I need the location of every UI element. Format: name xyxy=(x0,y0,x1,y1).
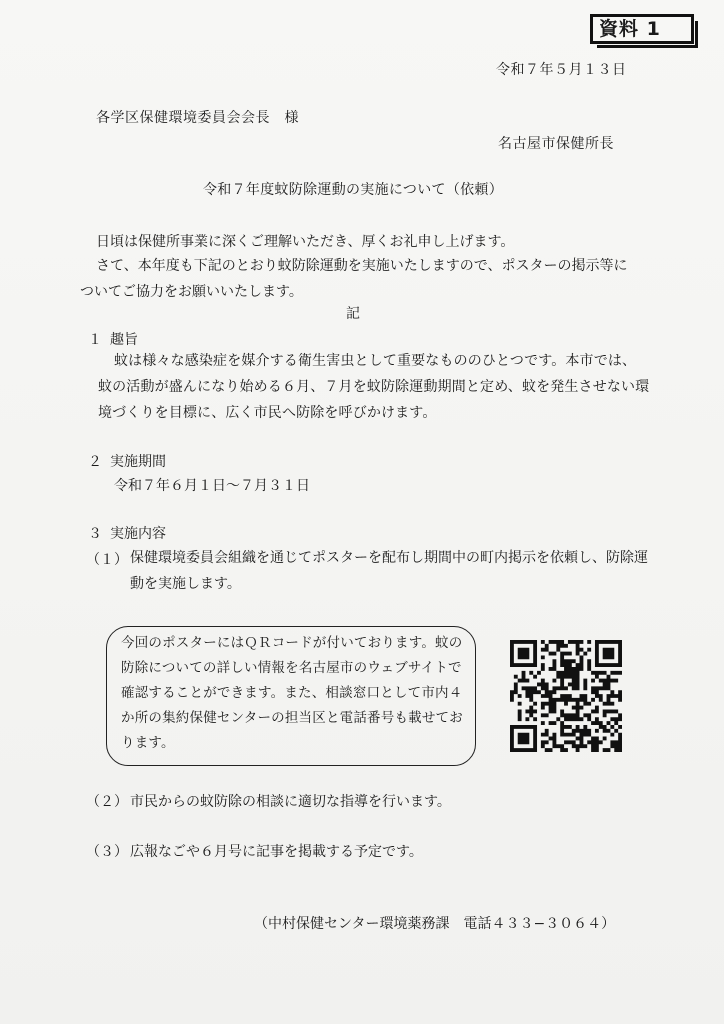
item-2-text: 市民からの蚊防除の相談に適切な指導を行います。 xyxy=(130,794,451,810)
section-1-body: 蚊は様々な感染症を媒介する衛生害虫として重要なもののひとつです。本市では、蚊の活動が盛んになり始める６月、７月を蚊防除運動期間と定め、蚊を発生させない環境づくりを目標に、広く市民へ防除を呼びかけます。 xyxy=(98,353,650,421)
item-1-text: 保健環境委員会組織を通じてポスターを配布し期間中の町内掲示を依頼し、防除運動を実施します。 xyxy=(130,550,648,592)
document-label-tag: 資料 1 xyxy=(590,14,694,44)
item-3-text: 広報なごや６月号に記事を掲載する予定です。 xyxy=(130,844,423,860)
document-date: 令和７年５月１３日 xyxy=(496,62,627,78)
ki-heading: 記 xyxy=(346,306,360,322)
addressee: 各学区保健環境委員会会長 様 xyxy=(96,110,299,126)
item-2-number: （２） xyxy=(86,794,128,810)
section-2-number: ２ xyxy=(88,454,102,470)
section-2-heading: 実施期間 xyxy=(110,454,166,470)
section-3-heading: 実施内容 xyxy=(110,526,166,542)
request-text: さて、本年度も下記のとおり蚊防除運動を実施いたしますので、ポスターの掲示等についてご協力をお願いいたします。 xyxy=(80,258,628,300)
item-3-number: （３） xyxy=(86,844,128,860)
sender: 名古屋市保健所長 xyxy=(498,136,614,152)
qr-notice-box: 今回のポスターにはＱＲコードが付いております。蚊の防除についての詳しい情報を名古屋市のウェブサイトで確認することができます。また、相談窓口として市内４か所の集約保健センターの担当区と電話番号も載せております。 xyxy=(106,626,476,766)
item-1-number: （１） xyxy=(86,552,128,568)
greeting-text: 日頃は保健所事業に深くご理解いただき、厚くお礼申し上げます。 xyxy=(96,234,515,250)
section-1-number: １ xyxy=(88,332,102,348)
section-1-heading: 趣旨 xyxy=(110,332,138,348)
qr-code-icon xyxy=(510,640,622,752)
contact-info: （中村保健センター環境薬務課 電話４３３−３０６４） xyxy=(254,916,616,932)
section-3-number: ３ xyxy=(88,526,102,542)
section-2-body: 令和７年６月１日〜７月３１日 xyxy=(114,478,310,494)
document-title: 令和７年度蚊防除運動の実施について（依頼） xyxy=(203,182,504,198)
